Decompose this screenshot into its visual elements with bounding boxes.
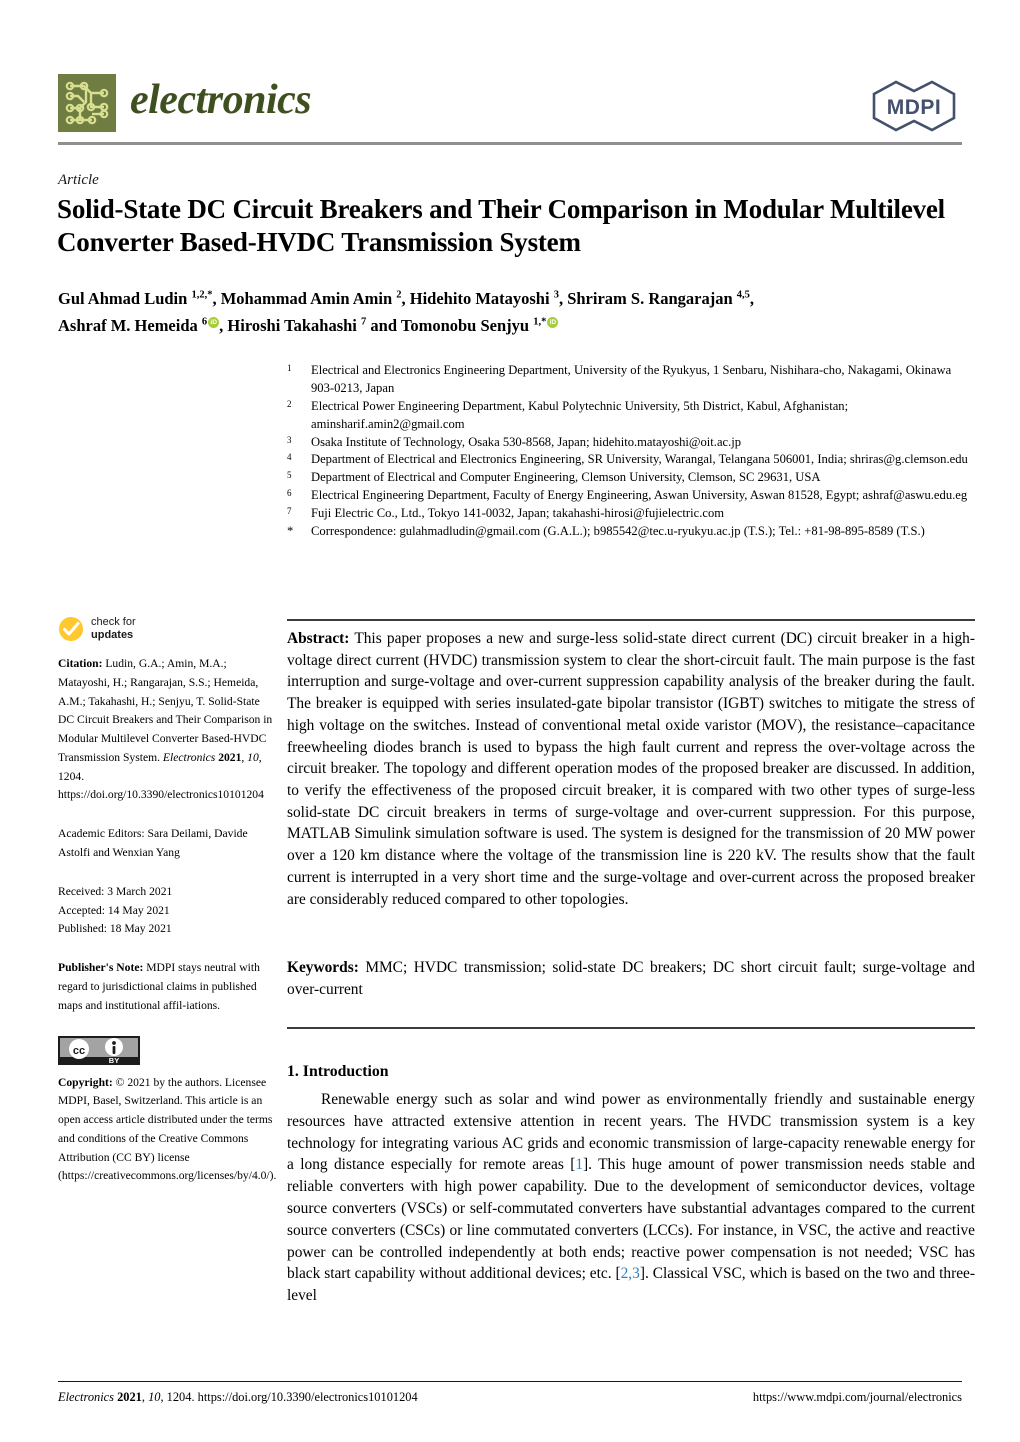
affiliation-marker: 4: [287, 452, 292, 463]
citation-link-3[interactable]: 3: [632, 1265, 640, 1283]
affiliation-item: [287, 469, 975, 487]
affiliation-item: [287, 505, 975, 523]
affiliation-item: [287, 398, 975, 434]
author-line-1: [58, 286, 968, 313]
orcid-icon[interactable]: [547, 317, 558, 328]
citation-text: Ludin, G.A.; Amin, M.A.; Matayoshi, H.; Rangarajan, S.S.; Hemeida, A.M.; Takahashi, H.; Senjyu, T. Solid-State DC Circuit Breakers and Their Comparison in Modular Multilevel Converter Based-HVDC Transmission System.: [58, 657, 273, 764]
citation-pages: , 1204.: [58, 750, 262, 783]
citation-separator: ,: [628, 1265, 633, 1283]
sidebar: [58, 615, 276, 1206]
creative-commons-by-icon[interactable]: [58, 1036, 140, 1065]
affiliation-marker: 5: [287, 470, 292, 481]
footer-journal-url[interactable]: https://www.mdpi.com/journal/electronics: [752, 1390, 962, 1404]
author-entry: Gul Ahmad Ludin $^{1,2,*}$,: [58, 289, 221, 308]
author-entry: Mohammad Amin Amin $^2$,: [220, 289, 410, 308]
copyright-label: Copyright:: [58, 1075, 113, 1089]
citation-doi-link[interactable]: https://doi.org/10.3390/electronics10101204: [58, 788, 264, 802]
affiliation-text: Osaka Institute of Technology, Osaka 530-8568, Japan; hidehito.matayoshi@oit.ac.jp: [311, 434, 742, 449]
copyright-block: [58, 1074, 276, 1187]
abstract-text: This paper proposes a new and surge-less solid-state direct current (DC) circuit breaker in a high-voltage direct current (HVDC) transmission system to clear the short-circuit fault. The main purpose is the fast interruption and surge-voltage and over-current suppression capability analysis of the breaker during the fault. The breaker is equipped with series insulated-gate bipolar transistor (IGBT) switches to mitigate the stress of high voltage on the switches. Instead of conventional metal oxide varistor (MOV), the resistance–capacitance freewheeling diodes branch is used to bypass the high fault current and repress the over-voltage across the circuit breaker. The topology and different operation modes of the proposed breaker are discussed. In addition, to verify the effectiveness of the proposed circuit breaker, it is compared with two other types of surge-less solid-state DC circuit breakers in terms of surge-voltage and over-current suppression. For this purpose, MATLAB Simulink simulation software is used. The system is designed for the transmission of 20 MW power over a 120 km distance where the voltage of the transmission line is 220 kV. The results show that the fault current is interrupted in a very short time and the surge-voltage and over-current across the proposed breaker are considerably reduced compared to other topologies.: [287, 630, 975, 908]
abstract-divider-bottom: [287, 1027, 975, 1029]
affiliation-marker: 2: [287, 398, 292, 409]
author-entry: Tomonobu Senjyu $^{1,*}$iD: [401, 316, 559, 335]
svg-text:MDPI: MDPI: [886, 96, 942, 119]
article-type-label: Article: [58, 172, 99, 188]
journal-brand: [58, 74, 962, 132]
introduction-body: [287, 1089, 975, 1307]
citation-year: 2021: [218, 750, 242, 764]
received-date: Received: 3 March 2021: [58, 884, 173, 898]
correspondence-text: Correspondence: gulahmadludin@gmail.com (G.A.L.); b985542@tec.u-ryukyu.ac.jp (T.S.); Tel.: +81-98-895-8589 (T.S.): [311, 523, 925, 538]
affiliation-item: [287, 451, 975, 469]
affiliation-marker: 1: [287, 363, 292, 373]
affiliation-item: [287, 434, 975, 452]
affiliation-text: Electrical and Electronics Engineering Department, University of the Ryukyus, 1 Senbaru, Nishihara-cho, Nakagami, Okinawa 903-0213, Japan: [311, 363, 952, 395]
affiliation-text: Department of Electrical and Electronics Engineering, SR University, Warangal, Telangana 506001, India; shriras@g.clemson.edu: [311, 452, 968, 467]
publisher-note: [58, 959, 276, 1015]
mdpi-hexagon-logo: [866, 78, 962, 134]
paragraph: [287, 1089, 975, 1307]
paragraph-text: ]. Classical VSC, which is based on the two and three-level: [287, 1265, 975, 1305]
citation-volume: 10: [247, 750, 259, 764]
citation-block: Citation: Ludin, G.A.; Amin, M.A.; Matayoshi, H.; Rangarajan, S.S.; Hemeida, A.M.; Takahashi, H.; Senjyu, T. Solid-State DC Circuit Breakers and Their Comparison in Modular Multilevel Converter Based-HVDC Transmission System. Electronics 2021, 10, 1204. https://doi.org/10.3390/electronics10101204: [58, 657, 273, 802]
affiliation-text: Electrical Power Engineering Department, Kabul Polytechnic University, 5th District, Kabul, Afghanistan; aminsharif.amin2@gmail.com: [311, 398, 849, 431]
abstract-label: Abstract:: [287, 630, 350, 647]
check-for-updates-text: [91, 616, 136, 642]
masthead: [58, 74, 962, 136]
check-for-updates-badge[interactable]: [58, 615, 276, 643]
publisher-note-text: MDPI stays neutral with regard to jurisdictional claims in published maps and institutional affil-iations.: [58, 961, 260, 1012]
publication-dates: [58, 883, 276, 939]
author-entry: Shriram S. Rangarajan $^{4,5}$,: [567, 289, 755, 308]
checkmark-circle-icon: [58, 616, 84, 642]
orcid-icon[interactable]: [208, 317, 219, 328]
journal-name: electronics: [130, 77, 312, 123]
cfu-line-2: updates: [91, 629, 134, 641]
affiliation-list: [287, 362, 975, 541]
affiliation-marker: *: [287, 523, 294, 538]
keywords-text: MMC; HVDC transmission; solid-state DC breakers; DC short circuit fault; surge-voltage and over-current: [287, 959, 975, 998]
paragraph-text: Renewable energy such as solar and wind power as environmentally friendly and sustainable energy resources have attracted extensive attention in recent years. The HVDC transmission system is a key technology for integrating various AC grids and economic transmission of large-capacity renewable energy for a long distance especially for remote areas [: [287, 1091, 975, 1174]
footer-citation: Electronics 2021, 10, 1204. https://doi.org/10.3390/electronics10101204: [58, 1390, 418, 1404]
cfu-line-1: check for: [91, 616, 136, 629]
copyright-text: © 2021 by the authors. Licensee MDPI, Basel, Switzerland. This article is an open access article distributed under the terms and conditions of the Creative Commons Attribution (CC BY) license (https://creativecommons.org/licenses/by/4.0/).: [58, 1075, 277, 1183]
affiliation-item: [287, 362, 975, 398]
citation-link-1[interactable]: 1: [575, 1156, 584, 1174]
footer-journal: Electronics: [58, 1390, 114, 1404]
circuit-board-icon: [58, 74, 116, 132]
abstract-divider-top: [287, 619, 975, 621]
footer-volume: 10: [148, 1390, 161, 1404]
publisher-note-label: Publisher's Note:: [58, 961, 144, 975]
masthead-divider: [58, 142, 962, 145]
author-entry: Hiroshi Takahashi $^7$ and: [227, 315, 401, 335]
author-entry: Ashraf M. Hemeida $^6$ iD ,: [58, 316, 227, 335]
keywords-label: Keywords:: [287, 959, 359, 976]
affiliation-text: Fuji Electric Co., Ltd., Tokyo 141-0032, Japan; takahashi-hirosi@fujielectric.com: [311, 506, 725, 520]
footer-divider: [58, 1381, 962, 1382]
author-list: [58, 286, 968, 339]
affiliation-text: Electrical Engineering Department, Faculty of Energy Engineering, Aswan University, Aswan 81528, Egypt; ashraf@aswu.edu.eg: [311, 488, 968, 503]
citation-link-2[interactable]: 2: [620, 1265, 629, 1283]
keywords-section: [287, 957, 975, 1000]
page-footer: [58, 1390, 962, 1405]
page-title: Solid-State DC Circuit Breakers and Their Comparison in Modular Multilevel Converter Based-HVDC Transmission System: [57, 194, 945, 257]
affiliation-marker: 3: [287, 434, 292, 445]
affiliation-text: Department of Electrical and Computer Engineering, Clemson University, Clemson, SC 29631, USA: [311, 470, 821, 485]
accepted-date: Accepted: 14 May 2021: [58, 903, 170, 917]
citation-label: Citation:: [58, 657, 103, 670]
author-entry: Hidehito Matayoshi $^3$,: [409, 289, 568, 308]
published-date: Published: 18 May 2021: [58, 922, 172, 936]
svg-text:BY: BY: [108, 1055, 120, 1065]
svg-text:cc: cc: [72, 1044, 86, 1057]
affiliation-marker: 7: [287, 506, 292, 516]
author-line-2: [58, 313, 968, 340]
academic-editors: Academic Editors: Sara Deilami, Davide Astolfi and Wenxian Yang: [58, 827, 248, 860]
section-heading-introduction: 1. Introduction: [287, 1063, 389, 1080]
affiliation-marker: 6: [287, 488, 292, 499]
affiliation-item: [287, 487, 975, 505]
citation-journal: Electronics: [162, 750, 216, 764]
correspondence-item: [287, 523, 975, 541]
footer-year: 2021: [113, 1390, 142, 1404]
footer-rest: , 1204. https://doi.org/10.3390/electronics10101204: [160, 1390, 418, 1404]
paragraph-text: ]. This huge amount of power transmission needs stable and reliable converters with high power capability. Due to the development of semiconductor devices, voltage source converters (VSCs) or self-commutated converters have substantial advantages compared to the current source converters (CSCs) or line commutated converters (LCCs). For instance, in VSC, the active and reactive power can be controlled independently at both ends; reactive power compensation is not needed; VSC has black start capability without additional devices; etc. [: [287, 1156, 975, 1283]
abstract-section: [287, 628, 975, 910]
